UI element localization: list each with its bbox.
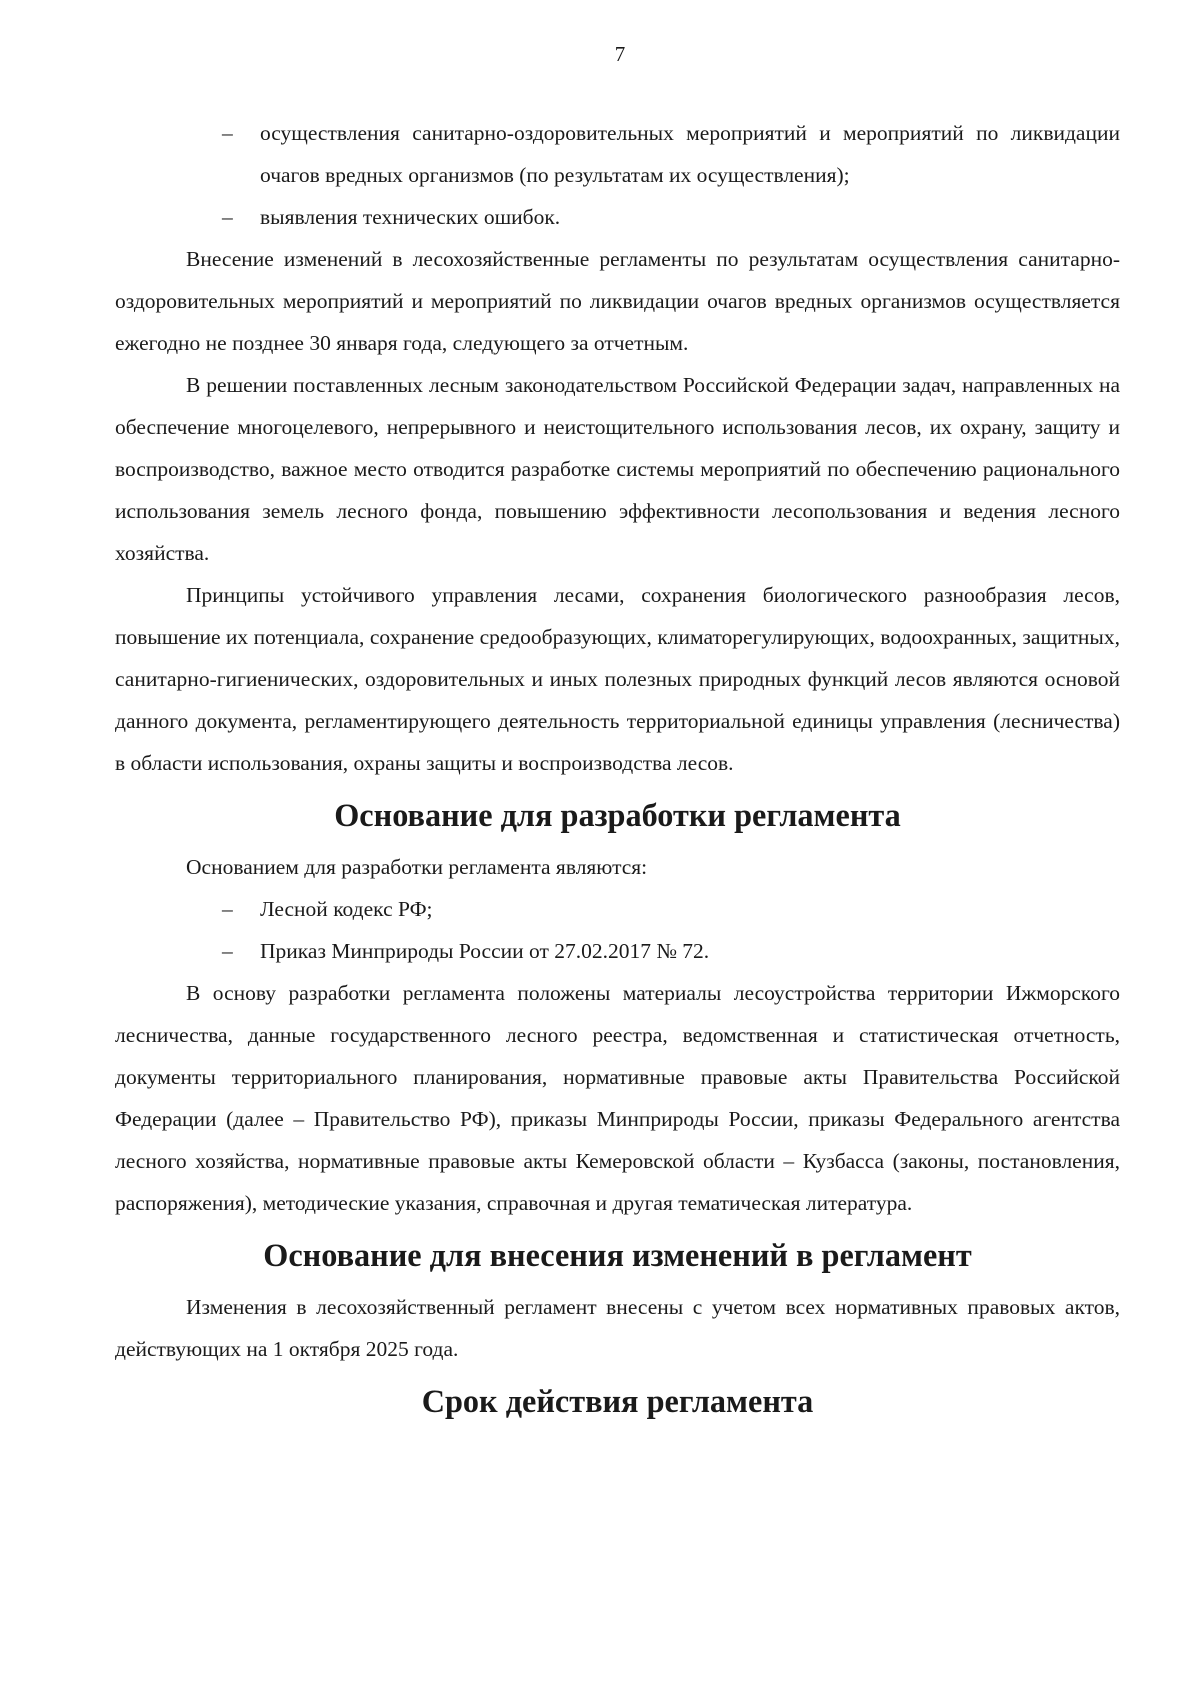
list-item-text: Приказ Минприроды России от 27.02.2017 № 72. [260, 939, 710, 963]
paragraph-amendments-deadline: Внесение изменений в лесохозяйственные регламенты по результатам осуществления санитарно-оздоровительных мероприятий и мероприятий по ликвидации очагов вредных организмов осуществляется ежегодно не позднее 30 января года, следующего за отчетным. [115, 247, 1120, 355]
paragraph-changes: Изменения в лесохозяйственный регламент внесены с учетом всех нормативных правовых актов, действующих на 1 октября 2025 года. [115, 1295, 1120, 1361]
list-item [115, 112, 1120, 196]
list-item-text: Лесной кодекс РФ; [260, 897, 433, 921]
paragraph-basis-intro: Основанием для разработки регламента являются: [186, 855, 648, 879]
top-dash-list [115, 112, 1120, 238]
section-heading-basis: Основание для разработки регламента [334, 797, 901, 833]
paragraph-principles: Принципы устойчивого управления лесами, сохранения биологического разнообразия лесов, повышение их потенциала, сохранение средообразующих, климаторегулирующих, водоохранных, защитных, санитарно-гигиенических, оздоровительных и иных полезных природных функций лесов являются основой данного документа, регламентирующего деятельность территориальной единицы управления (лесничества) в области использования, охраны защиты и воспроизводства лесов. [115, 583, 1120, 775]
section-heading-validity: Срок действия регламента [421, 1383, 814, 1419]
page-number: 7 [614, 42, 626, 66]
page-content [115, 112, 1120, 1432]
list-item [115, 930, 1120, 972]
paragraph-tasks: В решении поставленных лесным законодательством Российской Федерации задач, направленных на обеспечение многоцелевого, непрерывного и неистощительного использования лесов, их охрану, защиту и воспроизводство, важное место отводится разработке системы мероприятий по обеспечению рационального использования земель лесного фонда, повышению эффективности лесопользования и ведения лесного хозяйства. [115, 373, 1120, 565]
list-item [115, 888, 1120, 930]
section-heading-changes: Основание для внесения изменений в регламент [263, 1237, 972, 1273]
list-item [115, 196, 1120, 238]
list-item-text: осуществления санитарно-оздоровительных мероприятий и мероприятий по ликвидации очагов вредных организмов (по результатам их осуществления); [260, 121, 1120, 187]
dash-marker: – [222, 205, 233, 229]
paragraph-basis-materials: В основу разработки регламента положены материалы лесоустройства территории Ижморского лесничества, данные государственного лесного реестра, ведомственная и статистическая отчетность, документы территориального планирования, нормативные правовые акты Правительства Российской Федерации (далее – Правительство РФ), приказы Минприроды России, приказы Федерального агентства лесного хозяйства, нормативные правовые акты Кемеровской области – Кузбасса (законы, постановления, распоряжения), методические указания, справочная и другая тематическая литература. [115, 981, 1120, 1215]
basis-dash-list [115, 888, 1120, 972]
dash-marker: – [222, 939, 233, 963]
dash-marker: – [222, 121, 233, 145]
dash-marker: – [222, 897, 233, 921]
list-item-text: выявления технических ошибок. [260, 205, 561, 229]
